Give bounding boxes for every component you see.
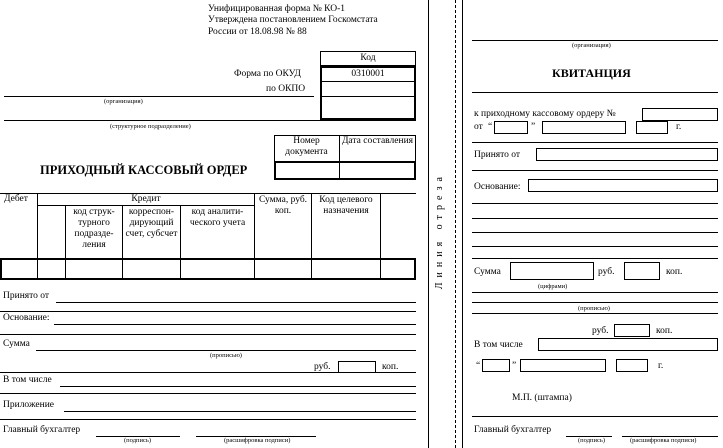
kod-label: Код xyxy=(360,53,376,63)
receipt-sum-label: Сумма xyxy=(474,267,501,277)
doc-number-label: Номер документа xyxy=(285,136,328,157)
division-line[interactable] xyxy=(4,120,416,121)
kop-box[interactable] xyxy=(338,361,376,373)
receipt-rub2-label: руб. xyxy=(592,326,609,336)
including-label: В том числе xyxy=(3,375,52,385)
receipt-year2-label: г. xyxy=(658,361,664,371)
receipt-organization-line[interactable] xyxy=(472,40,718,41)
receipt-rub-label: руб. xyxy=(598,267,615,277)
doc-date-label: Дата составления xyxy=(341,136,414,146)
received-from-line[interactable] xyxy=(56,302,416,303)
approval-date-line: России от 18.08.98 № 88 xyxy=(208,27,307,37)
receipt-month2-box[interactable] xyxy=(520,359,606,372)
sum-line[interactable] xyxy=(36,350,416,351)
okud-value[interactable]: 0310001 xyxy=(351,69,385,79)
organization-caption: (организация) xyxy=(104,98,143,105)
okpo-label: по ОКПО xyxy=(266,84,306,94)
quote-close: ” xyxy=(531,122,536,132)
receipt-including-label: В том числе xyxy=(474,340,523,350)
order-number-box[interactable] xyxy=(642,108,718,121)
credit-header: Кредит xyxy=(131,194,161,204)
signature-decoding-caption: (расшифровка подписи) xyxy=(224,437,291,444)
receipt-received-from-box[interactable] xyxy=(536,148,718,161)
credit-sub-division: код струк- турного подразде- ления xyxy=(73,207,115,250)
signature-caption: (подпись) xyxy=(124,437,151,444)
credit-sub-account: корреспон- дирующий счет, субсчет xyxy=(125,207,178,239)
receipt-quote-open2: “ xyxy=(476,361,481,371)
receipt-kop2-label: коп. xyxy=(656,326,673,336)
chief-accountant-label: Главный бухгалтер xyxy=(3,425,81,435)
approval-line: Утверждена постановлением Госкомстата xyxy=(208,15,378,25)
receipt-organization-caption: (организация) xyxy=(572,42,611,49)
rub-label: руб. xyxy=(314,362,331,372)
organization-line[interactable] xyxy=(4,96,314,97)
doc-values-box[interactable] xyxy=(274,161,416,180)
receipt-month-box[interactable] xyxy=(542,121,626,134)
from-label: от xyxy=(474,122,483,132)
to-order-label: к приходному кассовому ордеру № xyxy=(474,109,616,119)
division-caption: (структурное подразделение) xyxy=(110,123,191,130)
receipt-signature-caption: (подпись) xyxy=(578,437,605,444)
receipt-quote-close2: ” xyxy=(512,361,517,371)
form-title: ПРИХОДНЫЙ КАССОВЫЙ ОРДЕР xyxy=(40,163,248,177)
form-code-line: Унифицированная форма № КО-1 xyxy=(208,4,346,14)
sum-label: Сумма xyxy=(3,339,30,349)
receipt-including-box[interactable] xyxy=(538,338,718,351)
receipt-received-from-label: Принято от xyxy=(474,150,521,160)
receipt-day-box[interactable] xyxy=(494,121,528,134)
receipt-year2-box[interactable] xyxy=(616,359,648,372)
digits-caption: (цифрами) xyxy=(538,283,568,290)
receipt-day2-box[interactable] xyxy=(482,359,510,372)
receipt-basis-box[interactable] xyxy=(528,179,718,192)
table-data-row[interactable] xyxy=(0,258,416,280)
cut-line-dashed xyxy=(455,0,456,448)
okud-label: Форма по ОКУД xyxy=(234,69,301,79)
receipt-kop-label: коп. xyxy=(666,267,683,277)
received-from-label: Принято от xyxy=(3,291,50,301)
credit-sub-analytic: код аналити- ческого учета xyxy=(189,207,246,228)
left-cut-border xyxy=(428,0,429,448)
receipt-rub-box[interactable] xyxy=(510,262,594,280)
attachment-line[interactable] xyxy=(64,411,416,412)
basis-label: Основание: xyxy=(3,313,50,323)
right-cut-border xyxy=(462,0,463,448)
receipt-basis-label: Основание: xyxy=(474,182,521,192)
purpose-header: Код целевого назначения xyxy=(319,195,373,216)
basis-line[interactable] xyxy=(54,324,416,325)
receipt-title: КВИТАНЦИЯ xyxy=(552,66,631,80)
receipt-in-words-caption: (прописью) xyxy=(578,305,610,312)
in-words-caption: (прописью) xyxy=(210,352,242,359)
sum-header: Сумма, руб. коп. xyxy=(258,195,308,216)
receipt-signature-decoding-caption: (расшифровка подписи) xyxy=(630,437,697,444)
quote-open: “ xyxy=(488,122,493,132)
cut-line-label: Линия отреза xyxy=(434,172,445,290)
kop-label: коп. xyxy=(382,362,399,372)
year-label: г. xyxy=(676,122,682,132)
receipt-chief-accountant-label: Главный бухгалтер xyxy=(474,425,552,435)
attachment-label: Приложение xyxy=(3,400,54,410)
receipt-kop-box[interactable] xyxy=(624,262,660,280)
receipt-year-box[interactable] xyxy=(636,121,668,134)
receipt-kop2-box[interactable] xyxy=(614,324,650,337)
stamp-label: М.П. (штампа) xyxy=(512,393,572,403)
including-line[interactable] xyxy=(60,386,416,387)
debit-header: Дебет xyxy=(4,194,28,204)
